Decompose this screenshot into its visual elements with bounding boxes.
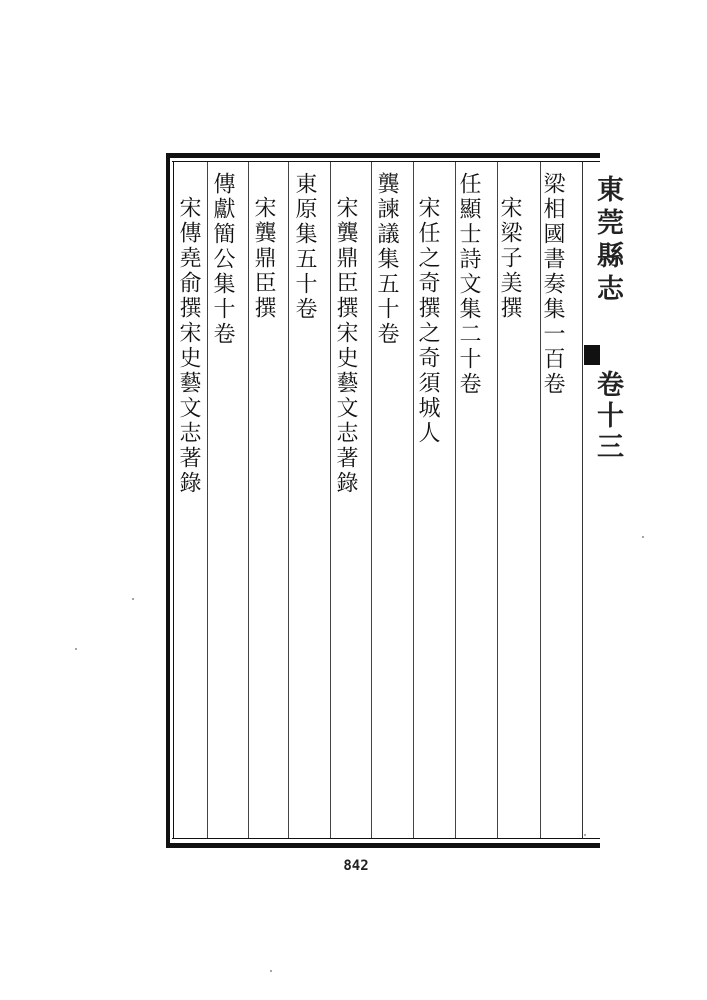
text-column-4: 宋任之奇撰之奇須城人 bbox=[415, 196, 440, 446]
frame-bottom-rule bbox=[168, 843, 600, 848]
scan-speck bbox=[642, 536, 644, 538]
fishtail-mark bbox=[584, 345, 600, 365]
text-column-8: 宋龔鼎臣撰 bbox=[251, 196, 276, 321]
text-column-2: 宋梁子美撰 bbox=[497, 196, 522, 321]
volume-label: 卷十三 bbox=[592, 370, 623, 463]
frame-left-rule bbox=[166, 153, 170, 848]
column-divider bbox=[371, 162, 372, 838]
text-column-10: 宋傳堯俞撰宋史藝文志著錄 bbox=[176, 196, 201, 496]
column-divider bbox=[248, 162, 249, 838]
text-column-1: 梁相國書奏集一百卷 bbox=[540, 172, 565, 397]
scan-speck bbox=[270, 970, 272, 972]
scan-speck bbox=[75, 648, 77, 650]
book-title: 東莞縣志 bbox=[592, 175, 623, 307]
frame-top-inner-rule bbox=[172, 161, 600, 162]
scan-speck bbox=[132, 598, 134, 600]
frame-top-rule bbox=[168, 153, 600, 158]
text-column-9: 傳獻簡公集十卷 bbox=[210, 172, 235, 347]
text-column-3: 任顯士詩文集二十卷 bbox=[456, 172, 481, 397]
column-divider bbox=[413, 162, 414, 838]
frame-bottom-inner-rule bbox=[172, 838, 600, 839]
text-column-7: 東原集五十卷 bbox=[292, 172, 317, 322]
text-column-5: 龔諫議集五十卷 bbox=[374, 172, 399, 347]
column-divider bbox=[330, 162, 331, 838]
scan-speck bbox=[584, 834, 586, 836]
page-number: 842 bbox=[343, 858, 369, 874]
frame-left-inner-rule bbox=[173, 161, 174, 839]
column-divider bbox=[207, 162, 208, 838]
column-divider bbox=[288, 162, 289, 838]
text-column-6: 宋龔鼎臣撰宋史藝文志著錄 bbox=[333, 196, 358, 496]
